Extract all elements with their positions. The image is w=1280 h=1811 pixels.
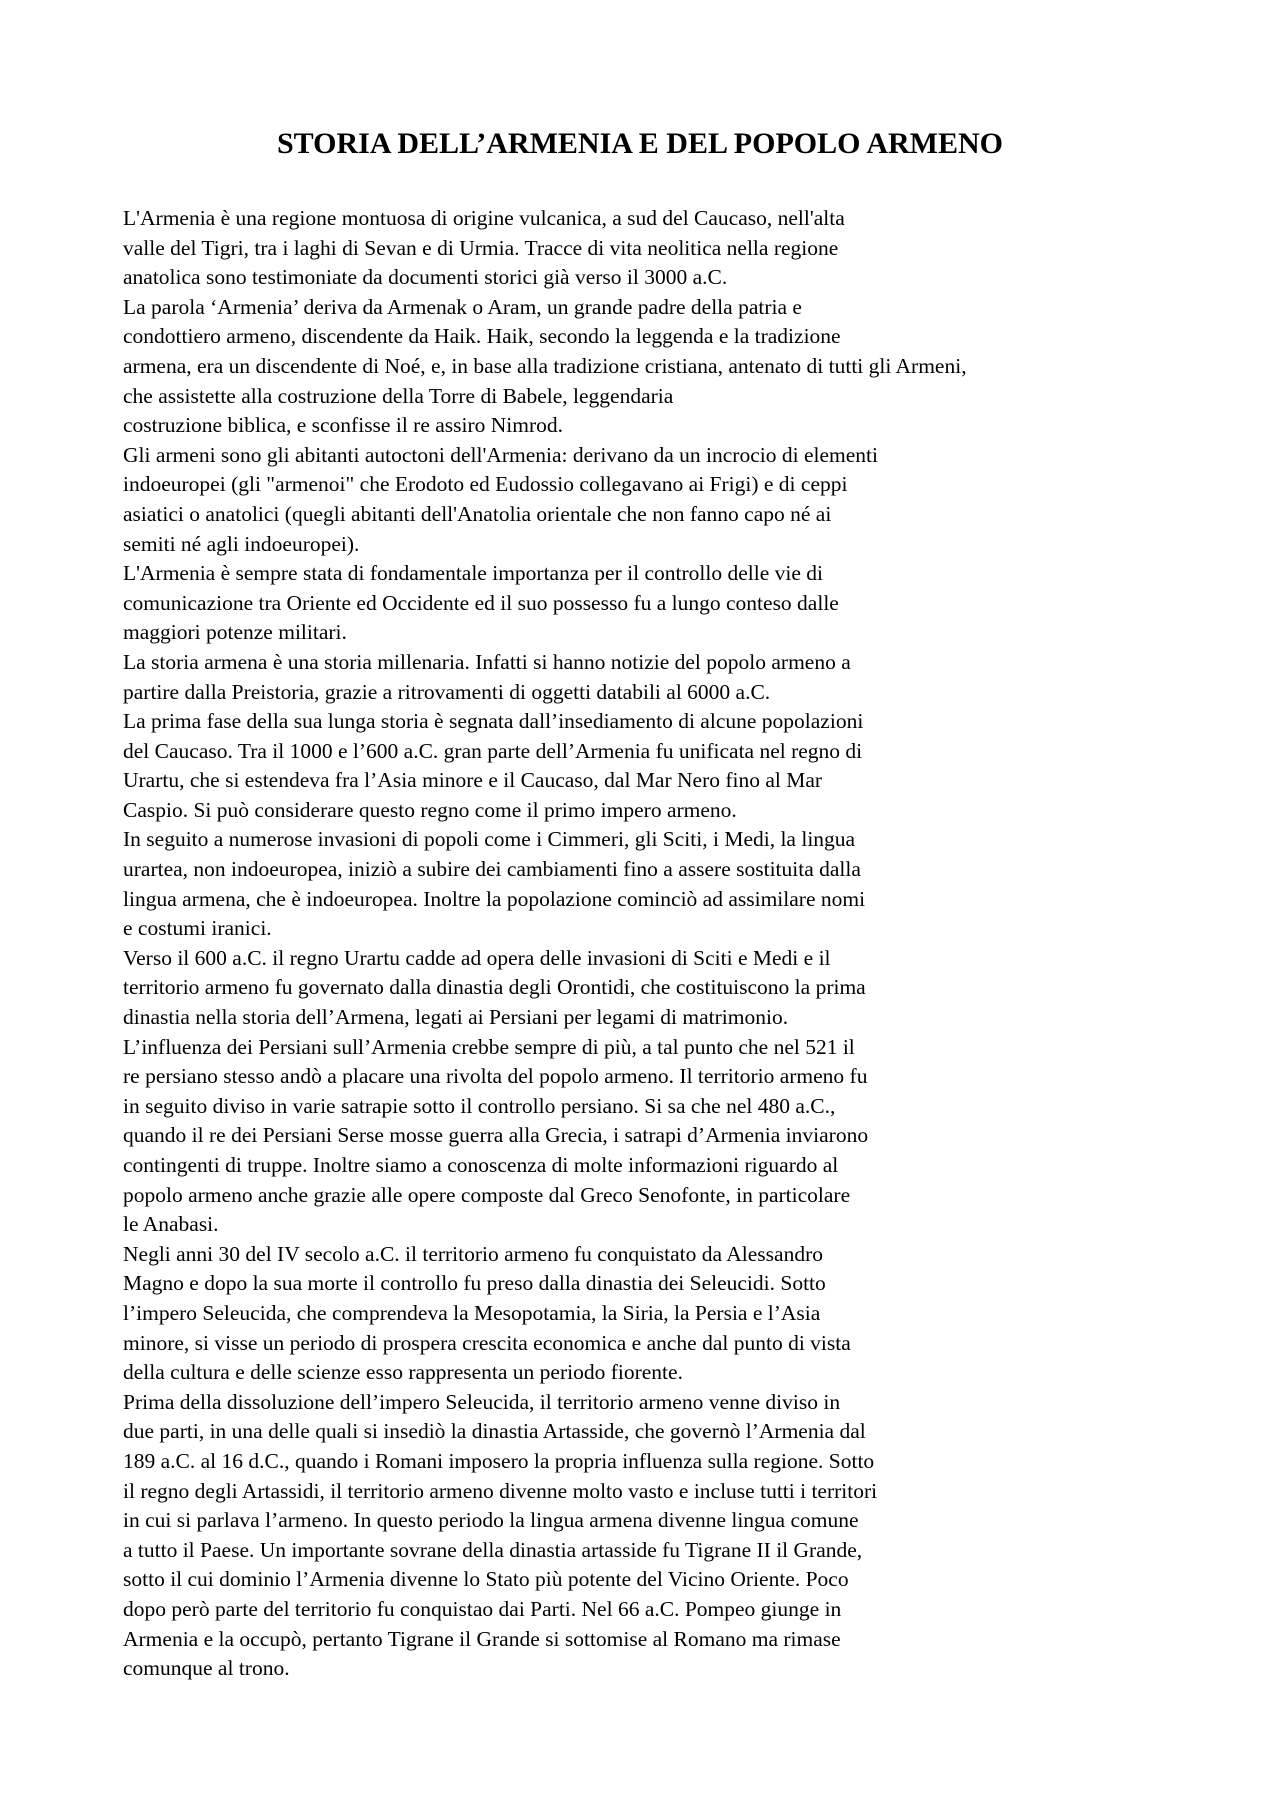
body-text-line: Urartu, che si estendeva fra l’Asia minore e il Caucaso, dal Mar Nero fino al Mar xyxy=(123,768,823,793)
body-text-line: Gli armeni sono gli abitanti autoctoni dell'Armenia: derivano da un incrocio di elementi xyxy=(123,442,878,467)
body-text-line: dinastia nella storia dell’Armena, legati ai Persiani per legami di matrimonio. xyxy=(123,1005,789,1030)
body-text-line: il regno degli Artassidi, il territorio armeno divenne molto vasto e incluse tutti i territori xyxy=(123,1478,878,1503)
body-text-line: condottiero armeno, discendente da Haik. Haik, secondo la leggenda e la tradizione xyxy=(123,324,841,349)
document-body xyxy=(123,204,1183,1684)
body-text-line: le Anabasi. xyxy=(123,1212,219,1237)
body-text-line: L’influenza dei Persiani sull’Armenia crebbe sempre di più, a tal punto che nel 521 il xyxy=(123,1034,855,1059)
body-text-line: L'Armenia è una regione montuosa di origine vulcanica, a sud del Caucaso, nell'alta xyxy=(123,206,845,230)
body-text-line: che assistette alla costruzione della Torre di Babele, leggendaria xyxy=(123,383,674,408)
body-text-line: valle del Tigri, tra i laghi di Sevan e di Urmia. Tracce di vita neolitica nella regione xyxy=(123,235,839,260)
body-text-line: Negli anni 30 del IV secolo a.C. il territorio armeno fu conquistato da Alessandro xyxy=(123,1241,823,1266)
body-text-line: dopo però parte del territorio fu conquistao dai Parti. Nel 66 a.C. Pompeo giunge in xyxy=(123,1596,842,1621)
body-text-line: La storia armena è una storia millenaria. Infatti si hanno notizie del popolo armeno a xyxy=(123,649,851,674)
body-text-line: in cui si parlava l’armeno. In questo periodo la lingua armena divenne lingua comune xyxy=(123,1508,859,1533)
body-text-line: quando il re dei Persiani Serse mosse guerra alla Grecia, i satrapi d’Armenia inviarono xyxy=(123,1123,869,1148)
body-text-line: maggiori potenze militari. xyxy=(123,620,347,645)
body-text-line: L'Armenia è sempre stata di fondamentale importanza per il controllo delle vie di xyxy=(123,561,823,586)
body-text-line: Caspio. Si può considerare questo regno come il primo impero armeno. xyxy=(123,797,737,822)
body-text-line: territorio armeno fu governato dalla dinastia degli Orontidi, che costituiscono la prima xyxy=(123,975,866,1000)
body-text-line: popolo armeno anche grazie alle opere composte dal Greco Senofonte, in particolare xyxy=(123,1182,851,1207)
body-text-line: a tutto il Paese. Un importante sovrane della dinastia artasside fu Tigrane II il Grande, xyxy=(123,1537,863,1562)
body-text-line: anatolica sono testimoniate da documenti storici già verso il 3000 a.C. xyxy=(123,265,728,290)
body-text-line: La parola ‘Armenia’ deriva da Armenak o Aram, un grande padre della patria e xyxy=(123,294,802,319)
body-text-line: indoeuropei (gli "armenoi" che Erodoto ed Eudossio collegavano ai Frigi) e di ceppi xyxy=(123,472,848,497)
body-text-line: del Caucaso. Tra il 1000 e l’600 a.C. gran parte dell’Armenia fu unificata nel regno di xyxy=(123,738,863,763)
body-text-line: comunicazione tra Oriente ed Occidente ed il suo possesso fu a lungo conteso dalle xyxy=(123,590,839,615)
body-text-line: costruzione biblica, e sconfisse il re assiro Nimrod. xyxy=(123,413,564,438)
body-text-line: semiti né agli indoeuropei). xyxy=(123,531,360,556)
body-text-line: 189 a.C. al 16 d.C., quando i Romani imposero la propria influenza sulla regione. Sotto xyxy=(123,1448,875,1473)
body-text-line: in seguito diviso in varie satrapie sotto il controllo persiano. Si sa che nel 480 a.C., xyxy=(123,1093,836,1118)
body-text-line: urartea, non indoeuropea, iniziò a subire dei cambiamenti fino a assere sostituita dalla xyxy=(123,857,861,882)
body-text-line: Prima della dissoluzione dell’impero Seleucida, il territorio armeno venne diviso in xyxy=(123,1389,841,1414)
body-text-line: minore, si visse un periodo di prospera crescita economica e anche dal punto di vista xyxy=(123,1330,851,1355)
body-text-line: contingenti di truppe. Inoltre siamo a conoscenza di molte informazioni riguardo al xyxy=(123,1153,839,1177)
body-text-line: In seguito a numerose invasioni di popoli come i Cimmeri, gli Sciti, i Medi, la lingua xyxy=(123,827,856,852)
body-text-line: sotto il cui dominio l’Armenia divenne lo Stato più potente del Vicino Oriente. Poco xyxy=(123,1567,849,1592)
body-text-line: asiatici o anatolici (quegli abitanti dell'Anatolia orientale che non fanno capo né ai xyxy=(123,501,832,526)
body-text-line: l’impero Seleucida, che comprendeva la Mesopotamia, la Siria, la Persia e l’Asia xyxy=(123,1300,821,1325)
body-text-line: partire dalla Preistoria, grazie a ritrovamenti di oggetti databili al 6000 a.C. xyxy=(123,679,771,704)
document-title: STORIA DELL’ARMENIA E DEL POPOLO ARMENO xyxy=(277,127,1003,160)
body-text-line: della cultura e delle scienze esso rappresenta un periodo fiorente. xyxy=(123,1360,683,1385)
body-text-line: comunque al trono. xyxy=(123,1656,290,1681)
body-text-line: Armenia e la occupò, pertanto Tigrane il Grande si sottomise al Romano ma rimase xyxy=(123,1626,841,1651)
body-text-line: armena, era un discendente di Noé, e, in base alla tradizione cristiana, antenato di tutti gli Armeni, xyxy=(123,353,967,378)
body-text-line: lingua armena, che è indoeuropea. Inoltre la popolazione cominciò ad assimilare nomi xyxy=(123,886,866,911)
body-text-line: re persiano stesso andò a placare una rivolta del popolo armeno. Il territorio armeno fu xyxy=(123,1064,868,1089)
body-text-line: La prima fase della sua lunga storia è segnata dall’insediamento di alcune popolazioni xyxy=(123,709,864,734)
body-text-line: Verso il 600 a.C. il regno Urartu cadde ad opera delle invasioni di Sciti e Medi e il xyxy=(123,945,831,970)
body-text-line: e costumi iranici. xyxy=(123,916,272,941)
body-text-line: Magno e dopo la sua morte il controllo fu preso dalla dinastia dei Seleucidi. Sotto xyxy=(123,1271,826,1296)
body-text-line: due parti, in una delle quali si insediò la dinastia Artasside, che governò l’Armenia dal xyxy=(123,1419,866,1444)
